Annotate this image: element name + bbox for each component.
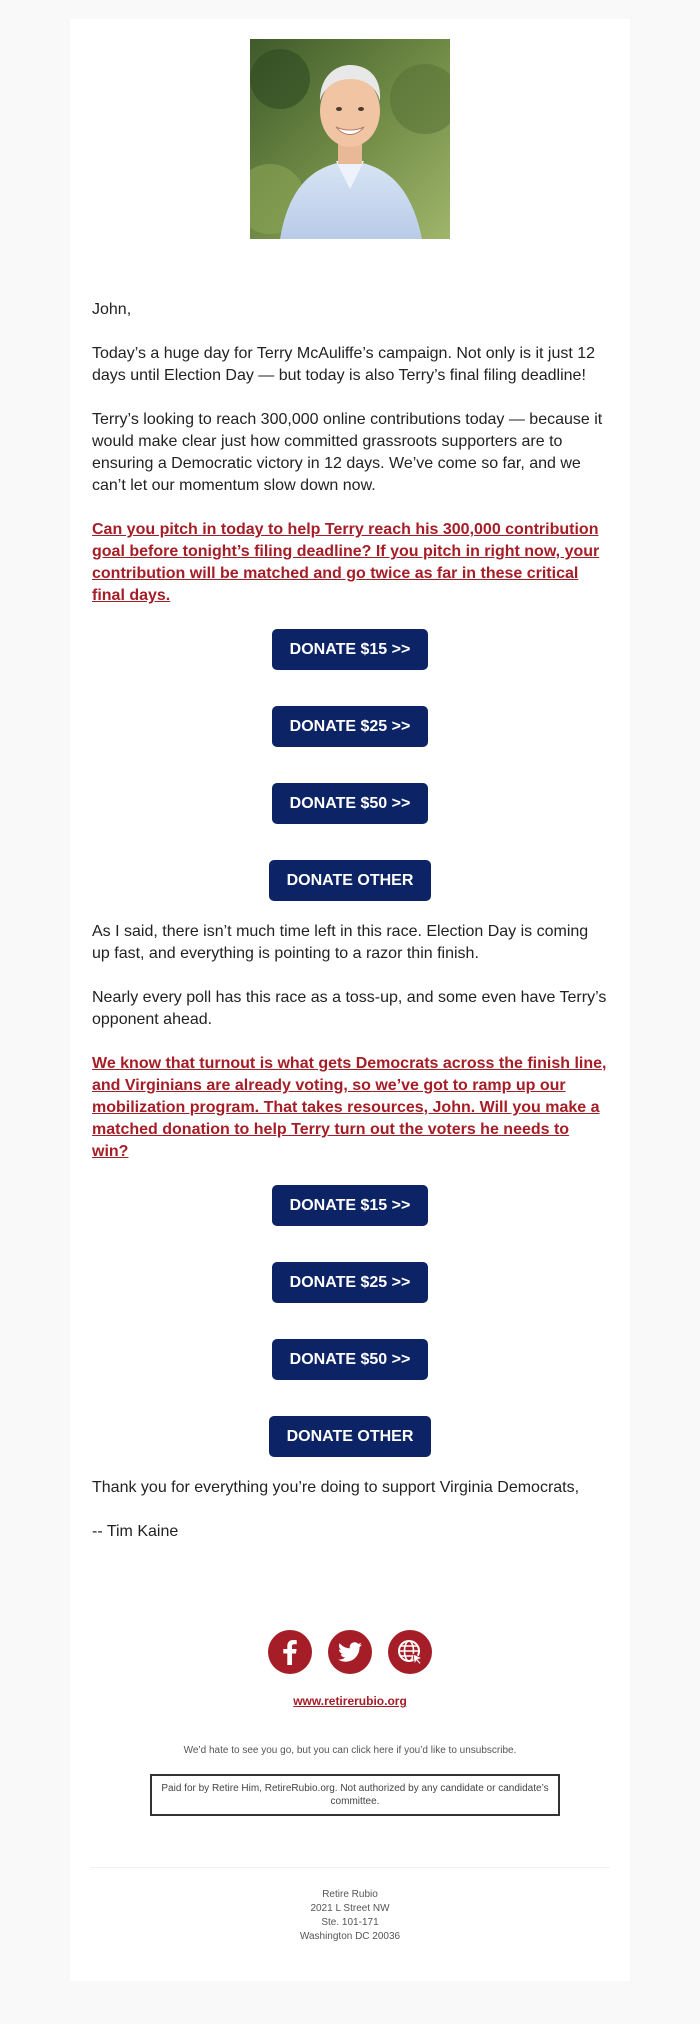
donation-ask-link-1[interactable]: Can you pitch in today to help Terry reach his 300,000 contribution goal before tonight’s filing deadline? If you pitch in right now, your contribution will be matched and go twice as far in these critical final days. <box>92 521 600 604</box>
signature: -- Tim Kaine <box>92 1523 179 1540</box>
address-line-org: Retire Rubio <box>322 1889 378 1900</box>
donate-25-button[interactable]: DONATE $25 >> <box>272 706 428 747</box>
donate-other-button[interactable]: DONATE OTHER <box>269 860 431 901</box>
paragraph-race: As I said, there isn’t much time left in this race. Election Day is coming up fast, and everything is pointing to a razor thin finish. <box>92 923 589 962</box>
donate-25-button[interactable]: DONATE $25 >> <box>272 1262 428 1303</box>
address-line-city: Washington DC 20036 <box>299 1931 401 1942</box>
donate-row-50-b <box>92 1339 608 1380</box>
paragraph-goal: Terry’s looking to reach 300,000 online contributions today — because it would make clear just how committed grassroots supporters are to ensuring a Democratic victory in 12 days. We’ve come so far, and we can’t let our momentum slow down now. <box>92 411 603 494</box>
facebook-icon[interactable] <box>268 1630 312 1674</box>
unsubscribe-link[interactable]: We’d hate to see you go, but you can click here if you’d like to unsubscribe. <box>183 1745 517 1756</box>
paragraph-intro: Today’s a huge day for Terry McAuliffe’s campaign. Not only is it just 12 days until Election Day — but today is also Terry’s final filing deadline! <box>92 345 596 384</box>
website-icon[interactable] <box>388 1630 432 1674</box>
social-links <box>70 1630 630 1674</box>
thank-you-text: Thank you for everything you’re doing to support Virginia Democrats, <box>92 1479 580 1496</box>
donate-row-25-a <box>92 706 608 747</box>
donate-row-25-b <box>92 1262 608 1303</box>
donate-other-button[interactable]: DONATE OTHER <box>269 1416 431 1457</box>
donate-row-15-b <box>92 1185 608 1226</box>
donate-50-button[interactable]: DONATE $50 >> <box>272 783 428 824</box>
twitter-icon[interactable] <box>328 1630 372 1674</box>
paid-for-disclaimer: Paid for by Retire Him, RetireRubio.org. Not authorized by any candidate or candidate’s committee. <box>150 1774 560 1816</box>
donate-15-button[interactable]: DONATE $15 >> <box>272 1185 428 1226</box>
donation-ask-link-2[interactable]: We know that turnout is what gets Democrats across the finish line, and Virginians are already voting, so we’ve got to ramp up our mobilization program. That takes resources, John. Will you make a matched donation to help Terry turn out the voters he needs to win? <box>92 1055 607 1160</box>
candidate-photo <box>250 39 450 239</box>
footer-divider <box>90 1867 610 1868</box>
address-line-suite: Ste. 101-171 <box>321 1917 379 1928</box>
email-body <box>92 299 608 1565</box>
paragraph-poll: Nearly every poll has this race as a toss-up, and some even have Terry’s opponent ahead. <box>92 989 607 1028</box>
donate-15-button[interactable]: DONATE $15 >> <box>272 629 428 670</box>
donate-row-other-a <box>92 860 608 901</box>
mailing-address <box>70 1888 630 1944</box>
donate-row-other-b <box>92 1416 608 1457</box>
donate-row-15-a <box>92 629 608 670</box>
address-line-street: 2021 L Street NW <box>310 1903 390 1914</box>
donate-row-50-a <box>92 783 608 824</box>
website-link[interactable]: www.retirerubio.org <box>293 1694 407 1708</box>
donate-50-button[interactable]: DONATE $50 >> <box>272 1339 428 1380</box>
email-card <box>70 19 630 1981</box>
greeting: John, <box>92 301 132 318</box>
